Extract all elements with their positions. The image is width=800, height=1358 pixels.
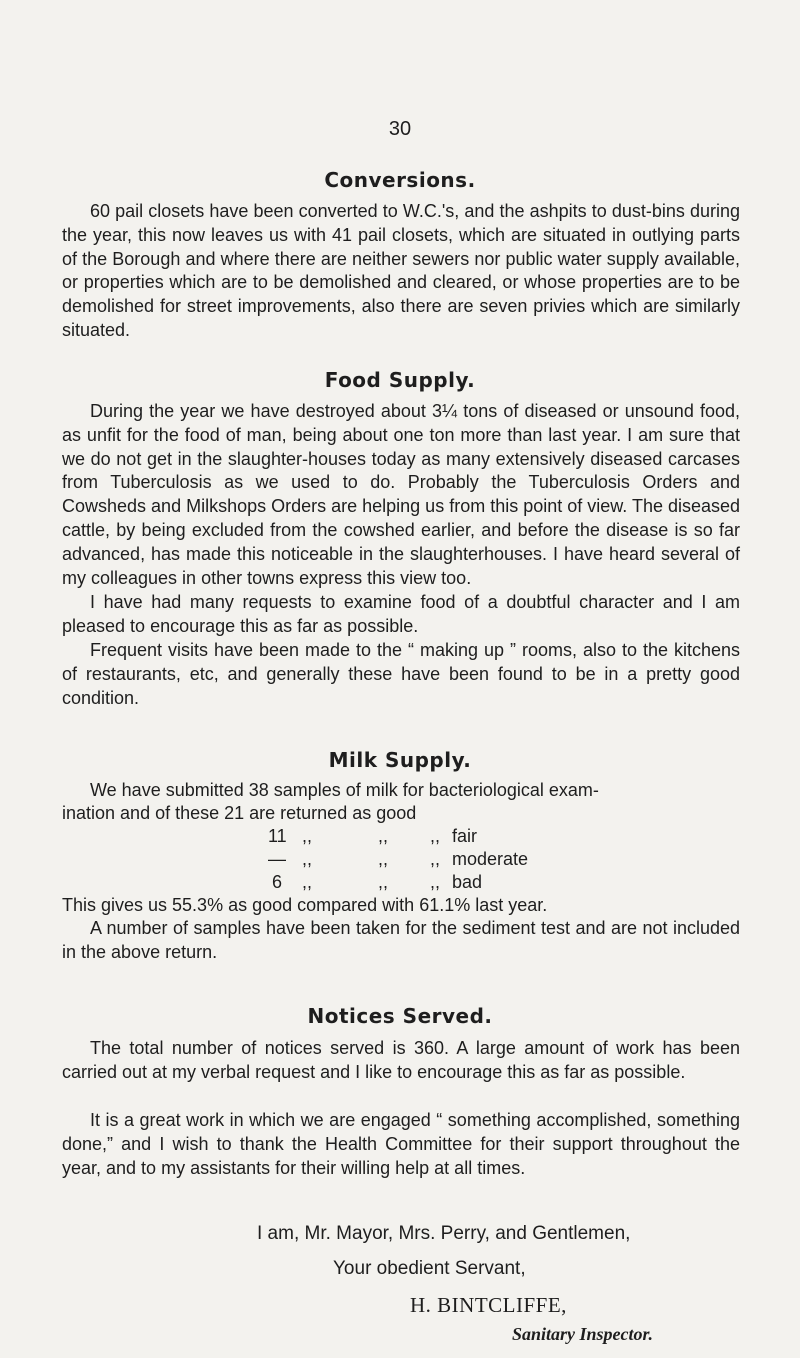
milk-summary: This gives us 55.3% as good compared with 61.1% last year. (62, 895, 548, 915)
ditto-mark: ,, (430, 849, 441, 869)
ditto-mark: ,, (378, 849, 389, 869)
ditto-mark: ,, (430, 872, 441, 892)
milk-supply-heading: Milk Supply. (328, 748, 472, 772)
milk-count: 11 (268, 826, 287, 846)
food-supply-paragraph-3: Frequent visits have been made to the “ making up ” rooms, also to the kitchens of restaurants, etc, and generally these have been found to be in a pretty good condition. (62, 640, 740, 708)
ditto-mark: ,, (302, 872, 313, 892)
signatory-title: Sanitary Inspector. (512, 1324, 654, 1344)
notices-paragraph-2: It is a great work in which we are engaged “ something accomplished, something done,” and I wish to thank the Health Committee for their support throughout the year, and to my assistants for their willing help at all times. (62, 1110, 740, 1178)
signatory-name: H. BINTCLIFFE, (410, 1293, 567, 1317)
ditto-mark: ,, (378, 826, 389, 846)
milk-grade: moderate (452, 849, 529, 869)
milk-intro-line-1: We have submitted 38 samples of milk for bacteriological exam- (90, 780, 599, 800)
milk-count: 6 (272, 872, 283, 892)
closing-valediction: Your obedient Servant, (333, 1258, 526, 1279)
milk-grade: fair (452, 826, 478, 846)
milk-intro-line-2: ination and of these 21 are returned as good (62, 803, 417, 823)
page-number: 30 (388, 118, 412, 140)
notices-served-heading: Notices Served. (307, 1004, 493, 1028)
ditto-mark: ,, (302, 826, 313, 846)
food-supply-heading: Food Supply. (324, 368, 476, 392)
closing-salutation: I am, Mr. Mayor, Mrs. Perry, and Gentlemen, (257, 1223, 631, 1244)
conversions-heading: Conversions. (324, 168, 476, 192)
ditto-mark: ,, (430, 826, 441, 846)
ditto-mark: ,, (302, 849, 313, 869)
food-supply-paragraph-1: During the year we have destroyed about 3¼ tons of diseased or unsound food, as unfit for the food of man, being about one ton more than last year. I am sure that we do not get in the slaughter-houses today as many extensively diseased carcases from Tuberculosis as we used to do. Probably the Tuberculosis Orders and Cowsheds and Milkshops Orders are helping us from this point of view. The diseased cattle, by being excluded from the cowshed earlier, and before the disease is so far advanced, has made this noticeable in the slaughterhouses. I have heard several of my colleagues in other towns express this view too. (62, 401, 741, 588)
milk-supply-paragraph-2: A number of samples have been taken for the sediment test and are not included in the above return. (62, 918, 740, 962)
conversions-paragraph: 60 pail closets have been converted to W.C.'s, and the ashpits to dust-bins during the year, this now leaves us with 41 pail closets, which are situated in outlying parts of the Borough and where there are neither sewers nor public water supply available, or properties which are to be demolished and cleared, or whose properties are to be demolished for street improvements, also there are seven privies which are similarly situated. (62, 201, 740, 340)
notices-paragraph-1: The total number of notices served is 360. A large amount of work has been carried out at my verbal request and I like to encourage this as far as possible. (62, 1038, 740, 1082)
milk-grade: bad (452, 872, 483, 892)
food-supply-paragraph-2: I have had many requests to examine food of a doubtful character and I am pleased to encourage this as far as possible. (62, 592, 740, 636)
ditto-mark: ,, (378, 872, 389, 892)
milk-count: — (268, 849, 286, 869)
